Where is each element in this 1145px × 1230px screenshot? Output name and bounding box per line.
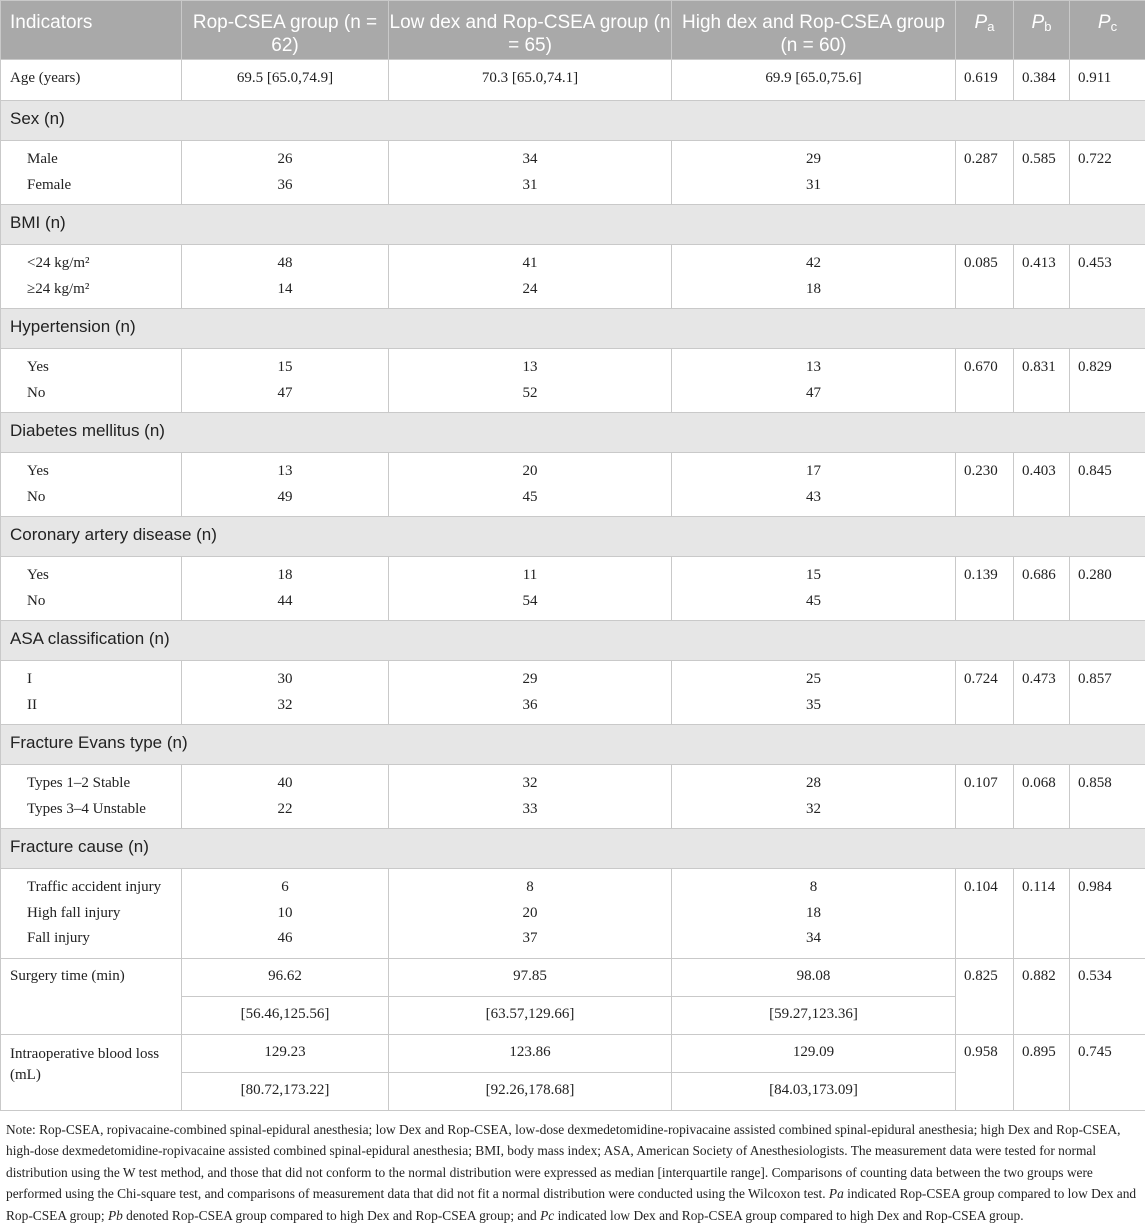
p-value: 0.845: [1078, 463, 1112, 479]
p-value: 0.829: [1078, 359, 1112, 375]
p-value: 0.068: [1022, 775, 1056, 791]
cell-value: 52: [522, 384, 538, 401]
p-value: 0.619: [956, 60, 1014, 101]
p-value: 0.958: [956, 1034, 1014, 1110]
header-rop-csea: Rop-CSEA group (n = 62): [182, 1, 389, 60]
row-label: No: [27, 384, 46, 401]
category-row-bmi: [1, 205, 1145, 245]
cell-value: 33: [522, 800, 538, 817]
cell-value: 47: [806, 384, 821, 401]
cell-value: 44: [277, 592, 293, 609]
cell-value: 34: [806, 930, 821, 946]
row-label: Intraoperative blood loss (mL): [1, 1034, 182, 1110]
header-high-dex: High dex and Rop-CSEA group (n = 60): [672, 1, 956, 60]
cell-value: 70.3 [65.0,74.1]: [389, 60, 672, 101]
cell-value: 24: [522, 280, 538, 297]
cell-value: 25: [806, 671, 821, 687]
cell-value: [56.46,125.56]: [182, 996, 389, 1034]
cell-value: 129.09: [672, 1034, 956, 1072]
cell-value: 14: [277, 280, 293, 297]
row-label: Types 3–4 Unstable: [27, 800, 146, 817]
table-row-asa: [1, 661, 1145, 725]
p-value: 0.384: [1014, 60, 1070, 101]
category-title: Diabetes mellitus (n): [1, 413, 1145, 453]
row-label: Age (years): [1, 60, 182, 101]
table-row-sex: [1, 141, 1145, 205]
cell-value: 13: [522, 359, 538, 375]
row-label: Types 1–2 Stable: [27, 775, 131, 791]
cell-value: 8: [809, 879, 818, 895]
p-value: 0.745: [1070, 1034, 1145, 1110]
category-row-asa: [1, 621, 1145, 661]
cell-value: 10: [277, 904, 293, 921]
cell-value: 22: [277, 800, 293, 817]
cell-value: 97.85: [389, 958, 672, 996]
cell-value: 31: [522, 176, 538, 193]
cell-value: 32: [277, 696, 293, 713]
cell-value: 15: [806, 567, 821, 583]
table-row-bmi: [1, 245, 1145, 309]
cell-value: 26: [277, 151, 293, 167]
p-value: 0.139: [964, 567, 998, 583]
cell-value: 41: [522, 255, 538, 271]
cell-value: 32: [522, 775, 538, 791]
cell-value: 96.62: [182, 958, 389, 996]
row-label: II: [27, 696, 37, 713]
table-row-cause: [1, 869, 1145, 959]
cell-value: 20: [522, 904, 538, 921]
cell-value: 11: [522, 567, 538, 583]
row-label: Yes: [27, 463, 49, 479]
cell-value: [59.27,123.36]: [672, 996, 956, 1034]
cell-value: [92.26,178.68]: [389, 1072, 672, 1110]
category-title: ASA classification (n): [1, 621, 1145, 661]
row-label: No: [27, 488, 46, 505]
cell-value: 18: [277, 567, 293, 583]
row-label: Fall injury: [27, 930, 90, 946]
cell-value: 42: [806, 255, 821, 271]
category-title: Hypertension (n): [1, 309, 1145, 349]
cell-value: 40: [277, 775, 293, 791]
cell-value: 29: [522, 671, 538, 687]
p-value: 0.858: [1078, 775, 1112, 791]
row-label: ≥24 kg/m²: [27, 280, 90, 297]
p-value: 0.453: [1078, 255, 1112, 271]
cell-value: 20: [522, 463, 538, 479]
header-indicators: Indicators: [1, 1, 182, 60]
category-title: Coronary artery disease (n): [1, 517, 1145, 557]
cell-value: 69.9 [65.0,75.6]: [672, 60, 956, 101]
table-row-evans: [1, 765, 1145, 829]
row-label: Surgery time (min): [1, 958, 182, 1034]
cell-value: 18: [806, 280, 821, 297]
cell-value: 129.23: [182, 1034, 389, 1072]
p-value: 0.280: [1078, 567, 1112, 583]
p-value: 0.104: [964, 879, 998, 895]
cell-value: 32: [806, 800, 821, 817]
cell-value: 18: [806, 904, 821, 921]
row-label: I: [27, 671, 32, 687]
p-value: 0.287: [964, 151, 998, 167]
cell-value: 47: [277, 384, 293, 401]
cell-value: 29: [806, 151, 821, 167]
p-value: 0.825: [956, 958, 1014, 1034]
category-row-cause: [1, 829, 1145, 869]
cell-value: [84.03,173.09]: [672, 1072, 956, 1110]
p-value: 0.911: [1070, 60, 1145, 101]
cell-value: 13: [277, 463, 293, 479]
row-label: Yes: [27, 359, 49, 375]
cell-value: 98.08: [672, 958, 956, 996]
cell-value: 37: [522, 930, 538, 946]
cell-value: 17: [806, 463, 821, 479]
cell-value: 69.5 [65.0,74.9]: [182, 60, 389, 101]
category-title: Fracture Evans type (n): [1, 725, 1145, 765]
row-label: Traffic accident injury: [27, 879, 162, 895]
cell-value: [80.72,173.22]: [182, 1072, 389, 1110]
p-value: 0.686: [1022, 567, 1056, 583]
category-title: BMI (n): [1, 205, 1145, 245]
p-value: 0.984: [1078, 879, 1112, 895]
table-row-diabetes: [1, 453, 1145, 517]
table-row-age: [1, 60, 1145, 101]
cell-value: 123.86: [389, 1034, 672, 1072]
category-row-evans: [1, 725, 1145, 765]
p-value: 0.403: [1022, 463, 1056, 479]
cell-value: [63.57,129.66]: [389, 996, 672, 1034]
p-value: 0.413: [1022, 255, 1056, 271]
cell-value: 35: [806, 696, 821, 713]
p-value: 0.473: [1022, 671, 1056, 687]
row-label: Male: [27, 151, 58, 167]
table-row-blood-loss: [1, 1034, 1145, 1072]
category-title: Fracture cause (n): [1, 829, 1145, 869]
table-row-coronary: [1, 557, 1145, 621]
row-label: Yes: [27, 567, 49, 583]
table-row-surgery-time: [1, 958, 1145, 996]
p-value: 0.585: [1022, 151, 1056, 167]
cell-value: 45: [522, 488, 538, 505]
category-title: Sex (n): [1, 101, 1145, 141]
header-pc: $P_c$: [1070, 1, 1145, 60]
p-value: 0.670: [964, 359, 998, 375]
p-value: 0.831: [1022, 359, 1056, 375]
cell-value: 8: [526, 879, 534, 895]
cell-value: 36: [522, 696, 538, 713]
row-label: Female: [27, 176, 72, 193]
header-low-dex: Low dex and Rop-CSEA group (n = 65): [389, 1, 672, 60]
cell-value: 31: [806, 176, 821, 193]
p-value: 0.085: [964, 255, 998, 271]
category-row-hypertension: [1, 309, 1145, 349]
row-label: No: [27, 592, 46, 609]
cell-value: 13: [806, 359, 821, 375]
cell-value: 54: [522, 592, 538, 609]
category-row-coronary: [1, 517, 1145, 557]
p-value: 0.895: [1014, 1034, 1070, 1110]
p-value: 0.882: [1014, 958, 1070, 1034]
p-value: 0.722: [1078, 151, 1112, 167]
p-value: 0.857: [1078, 671, 1112, 687]
p-value: 0.534: [1070, 958, 1145, 1034]
cell-value: 48: [277, 255, 293, 271]
category-row-sex: [1, 101, 1145, 141]
p-value: 0.107: [964, 775, 998, 791]
cell-value: 15: [277, 359, 293, 375]
header-pb: $P_b$: [1014, 1, 1070, 60]
cell-value: 6: [281, 879, 289, 895]
table-row-hypertension: [1, 349, 1145, 413]
cell-value: 36: [277, 176, 293, 193]
table-footnote: Note: Rop-CSEA, ropivacaine-combined spinal-epidural anesthesia; low Dex and Rop-CSEA, low-dose dexmedetomidine-ropivacaine assisted combined spinal-epidural anesthesia; high Dex and Rop-CSEA, high-dose dexmedetomidine-ropivacaine assisted combined spinal-epidural anesthesia; BMI, body mass index; ASA, American Society of Anesthesiologists. The measurement data were tested for normal distribution using the W test method, and those that did not conform to the normal distribution were expressed as median [interquartile range]. Comparisons of counting data between the two groups were performed using the Chi-square test, and comparisons of measurement data that did not fit a normal distribution were conducted using the Wilcoxon test. Pa indicated Rop-CSEA group compared to low Dex and Rop-CSEA group; Pb denoted Rop-CSEA group compared to high Dex and Rop-CSEA group; and Pc indicated low Dex and Rop-CSEA group compared to high Dex and Rop-CSEA group.: [6, 1121, 1137, 1223]
cell-value: 45: [806, 592, 821, 609]
cell-value: 46: [277, 930, 293, 946]
p-value: 0.724: [964, 671, 998, 687]
cell-value: 34: [522, 151, 538, 167]
header-row: [1, 1, 1145, 60]
row-label: <24 kg/m²: [27, 255, 90, 271]
p-value: 0.114: [1022, 879, 1056, 895]
header-pa: $P_a$: [956, 1, 1014, 60]
row-label: High fall injury: [27, 904, 121, 921]
cell-value: 28: [806, 775, 821, 791]
cell-value: 30: [277, 671, 293, 687]
p-value: 0.230: [964, 463, 998, 479]
cell-value: 49: [277, 488, 293, 505]
cell-value: 43: [806, 488, 821, 505]
category-row-diabetes: [1, 413, 1145, 453]
